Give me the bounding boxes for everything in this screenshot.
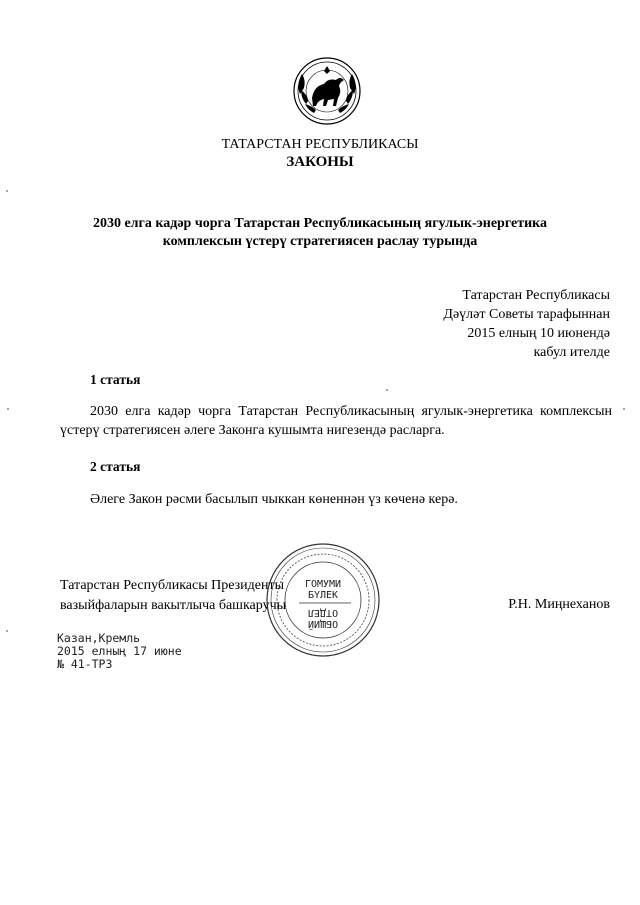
law-title-line1: 2030 елга кадәр чорга Татарстан Республикасының ягулык-энергетика	[92, 216, 548, 231]
law-title-line2: комплексын үстерү стратегиясен раслау турында	[162, 234, 478, 249]
scan-speck	[386, 389, 388, 391]
scan-speck	[623, 408, 625, 410]
adoption-line: кабул ителде	[533, 345, 610, 360]
scan-speck	[6, 190, 8, 192]
signatory-position-line: Татарстан Республикасы Президенты	[60, 578, 284, 593]
scan-speck	[6, 630, 8, 632]
article-1-text	[60, 402, 612, 440]
adoption-line: 2015 елның 10 июнендә	[467, 326, 610, 341]
doc-type-heading: ЗАКОНЫ	[286, 154, 354, 170]
footer-block	[57, 632, 182, 671]
footer-date: 2015 елның 17 июне	[57, 644, 182, 658]
stamp-text-line4: ОБЩИЙ	[307, 618, 339, 629]
footer-place: Казан,Кремль	[57, 631, 141, 645]
adoption-line: Дәүләт Советы тарафыннан	[443, 307, 610, 322]
article-1-body: 2030 елга кадәр чорга Татарстан Республикасының ягулык-энергетика комплексын үстерү стратегиясен әлеге Законга кушымта нигезендә расларга.	[60, 404, 612, 438]
adoption-line: Татарстан Республикасы	[462, 288, 610, 303]
stamp-text-line1: ГОМУМИ	[304, 579, 342, 590]
adoption-note	[443, 286, 610, 362]
stamp-text-line3: ОТДЕЛ	[307, 607, 339, 618]
signatory-position-line: вазыйфаларын вакытлыча башкаручы	[60, 598, 287, 613]
article-1-title: 1 статья	[90, 372, 141, 387]
coat-of-arms-emblem-icon	[292, 56, 362, 126]
signatory-name: Р.Н. Миңнеханов	[508, 597, 610, 612]
footer-number: № 41-ТРЗ	[57, 657, 113, 671]
article-2-text	[60, 490, 612, 509]
stamp-text-line2: БҮЛЕК	[307, 590, 339, 601]
article-2-body: Әлеге Закон рәсми басылып чыккан көненнән үз көченә керә.	[90, 492, 458, 507]
republic-heading: ТАТАРСТАН РЕСПУБЛИКАСЫ	[221, 137, 419, 152]
scan-speck	[7, 408, 9, 410]
signatory-position	[60, 576, 286, 616]
article-2-title: 2 статья	[90, 459, 141, 474]
